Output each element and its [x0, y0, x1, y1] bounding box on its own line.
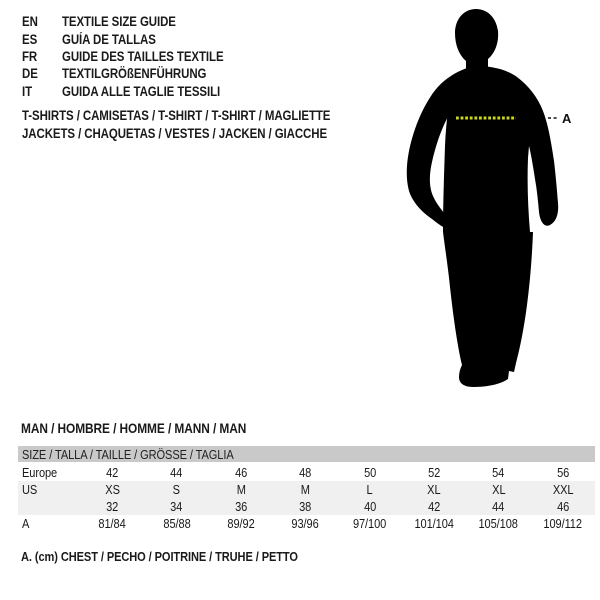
size-value: 54 — [492, 465, 505, 480]
size-value: 44 — [170, 465, 183, 480]
size-value: M — [300, 482, 310, 497]
language-row — [22, 83, 252, 100]
category-lines — [22, 107, 385, 142]
size-value: 105/108 — [478, 516, 519, 531]
table-row-chest-a — [18, 515, 595, 532]
language-code: FR — [22, 48, 38, 64]
size-value: XL — [491, 482, 506, 497]
row-label — [18, 499, 80, 514]
size-value: 32 — [106, 499, 119, 514]
size-value: 46 — [556, 499, 569, 514]
size-value: 38 — [299, 499, 312, 514]
row-label: US — [22, 482, 38, 497]
size-value: 36 — [234, 499, 247, 514]
size-value: 81/84 — [98, 516, 126, 531]
category-line-tshirts: T-SHIRTS / CAMISETAS / T-SHIRT / T-SHIRT / MAGLIETTE — [22, 108, 331, 124]
size-value: 89/92 — [227, 516, 255, 531]
man-head — [455, 9, 498, 72]
size-value: S — [172, 482, 181, 497]
language-label: GUÍA DE TALLAS — [62, 31, 156, 47]
row-label: Europe — [22, 465, 58, 480]
size-value: 56 — [556, 465, 569, 480]
category-line-jackets: JACKETS / CHAQUETAS / VESTES / JACKEN / GIACCHE — [22, 125, 328, 141]
language-code: EN — [22, 14, 38, 30]
size-value: 48 — [299, 465, 312, 480]
size-value: 93/96 — [291, 516, 319, 531]
size-value: 101/104 — [414, 516, 454, 531]
language-row — [22, 30, 252, 47]
marker-label: A — [562, 111, 572, 126]
language-label: TEXTILE SIZE GUIDE — [62, 14, 176, 30]
size-value: 34 — [170, 499, 183, 514]
language-label: TEXTILGRÖßENFÜHRUNG — [62, 66, 207, 82]
size-value: XXL — [552, 482, 574, 497]
size-value: 50 — [363, 465, 376, 480]
size-value: 44 — [492, 499, 505, 514]
table-row-uk — [18, 498, 595, 515]
size-value: XL — [427, 482, 441, 497]
language-code: ES — [22, 31, 38, 47]
row-label: A — [22, 516, 30, 531]
language-list — [22, 13, 252, 100]
size-value: 46 — [234, 465, 247, 480]
size-table — [18, 446, 595, 532]
section-title-man: MAN / HOMBRE / HOMME / MANN / MAN — [21, 420, 247, 436]
size-value: 42 — [427, 499, 441, 514]
size-value: 85/88 — [162, 516, 191, 531]
man-legs — [443, 232, 533, 387]
language-row — [22, 48, 252, 65]
table-row-us — [18, 481, 595, 498]
table-row-europe — [18, 464, 595, 481]
size-value: XS — [104, 482, 120, 497]
language-row — [22, 65, 252, 82]
size-value: 42 — [106, 465, 119, 480]
language-code: IT — [22, 83, 33, 99]
language-code: DE — [22, 66, 38, 82]
size-value: M — [236, 482, 246, 497]
size-value: 52 — [427, 465, 441, 480]
size-value: L — [366, 482, 373, 497]
size-value: 97/100 — [353, 516, 387, 531]
man-silhouette-figure — [403, 6, 573, 391]
language-label: GUIDA ALLE TAGLIE TESSILI — [62, 83, 221, 99]
footnote-chest: A. (cm) CHEST / PECHO / POITRINE / TRUHE / PETTO — [21, 549, 298, 564]
table-header: SIZE / TALLA / TAILLE / GRÖSSE / TAGLIA — [18, 446, 595, 462]
size-value: 40 — [363, 499, 376, 514]
language-label: GUIDE DES TAILLES TEXTILE — [62, 48, 224, 64]
language-row — [22, 13, 252, 30]
size-value: 109/112 — [543, 516, 583, 531]
